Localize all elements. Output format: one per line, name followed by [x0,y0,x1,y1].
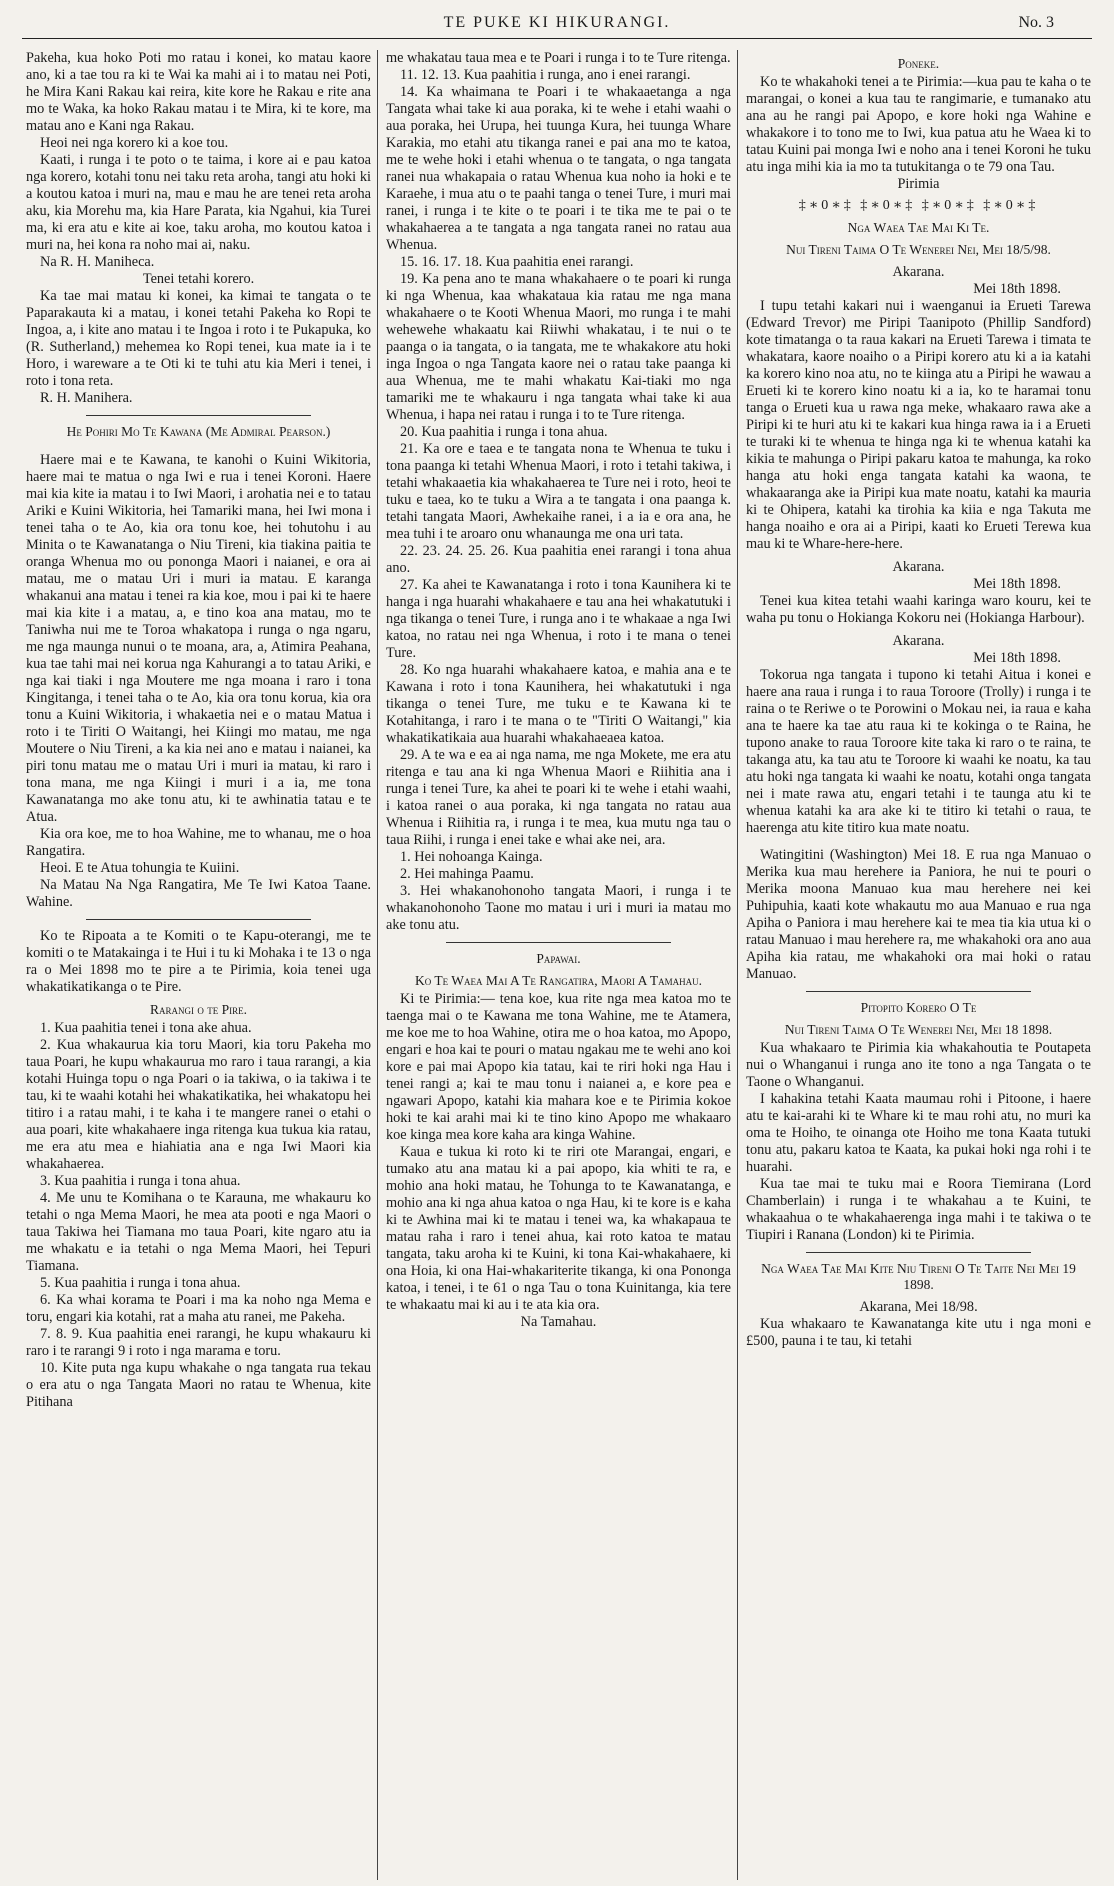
article-paragraph: Kaati, i runga i te poto o te taima, i kore ai e pau katoa nga korero, kotahi tonu nei taku reta aroha, tangi atu hoki ki a koutou katoa i muri na, mau e mau he are tenei reta aroha aku, kia Morehu ma, kia Hare Parata, kia Ngahui, kia Turei ma, ki era atu e kite ai koe, taku aroha, mo koutou katoa i muri na, hei kona ra noho mai ai, naku. [26,152,371,253]
article-paragraph: me whakatau taua mea e te Poari i runga i to te Ture ritenga. [386,50,731,66]
signature: Na R. H. Maniheca. [40,254,155,270]
spacer [746,837,1091,847]
article-heading: Nui Tireni Taima O Te Wenerei Nei, Mei 18 1898. [784,1022,1053,1037]
article-paragraph: Tenei kua kitea tetahi waahi karinga waro kouru, kei te waha pu tonu o Hokianga Kokoru nei (Hokianga Harbour). [746,593,1091,626]
dateline-date: Mei 18th 1898. [973,576,1061,592]
list-item: 1. Hei nohoanga Kainga. [400,849,543,865]
article-heading: Nui Tireni Taima O Te Wenerei Nei, Mei 18/5/98. [786,242,1051,257]
column-1 [26,50,371,1880]
newspaper-title: TE PUKE KI HIKURANGI. [443,14,671,31]
column-divider [377,50,378,1880]
list-item: 27. Ka ahei te Kawanatanga i roto i tona Kaunihera ki te hanga i nga huarahi whakahaere e tau ana hei whakatutuki i nga tikanga o tenei Ture, i runga ano i te whakaae a nga Iwi katoa, no ratau nei nga Whenua, i roto i te mana o tenei Ture. [386,577,731,661]
dateline-place: Akarana. [892,264,945,280]
column-divider [737,50,738,1880]
section-rule [446,942,671,943]
masthead-rule [22,38,1092,39]
list-item: 4. Me unu te Komihana o te Karauna, me whakauru ko tetahi o nga Mema Maori, he mea ata pooti e nga Maori o taua Takiwa hei Tiamana mo taua Poari, kite ngaro atu ia me whakatu e ia tetahi o nga Mema Maori, hei Tepuri Tiamana. [26,1190,371,1274]
signature: Pirimia [897,176,940,192]
dateline-place: Akarana, Mei 18/98. [859,1299,978,1315]
dateline-place: Akarana. [892,559,945,575]
article-paragraph: Kua whakaaro te Pirimia kia whakahoutia te Poutapeta nui o Whanganui i runga ano ite tono a nga Tangata o te Taone o Whanganui. [746,1040,1091,1090]
article-heading: Papawai. [536,951,581,966]
list-item: 14. Ka whaimana te Poari i te whakaaetanga a nga Tangata whai take ki aua poraka, ki te wehe i etahi waahi o aua poraka, hei Urupa, hei tuunga Kura, hei tuunga Whare Karakia, mo etahi atu tikanga ranei e pai ana mo te katoa, me te wehe hoki i etahi whenua o te tangata, o nga tangata ranei nua whakapaia o ratau Whenua kua noho ia hoki e te Karaehe, i mua atu o te paahi tanga o tenei Ture, i muri mai ranei, i runga i te kite o te poari i te tika me te pai o te whakahaerea a te tangata a nga tangata ranei no ratau aua Whenua. [386,84,731,253]
list-item: 3. Kua paahitia i runga i tona ahua. [40,1173,241,1189]
dateline-place: Akarana. [892,633,945,649]
article-paragraph: Kua whakaaro te Kawanatanga kite utu i nga moni e £500, pauna i te tau, ki tetahi [746,1316,1091,1349]
spacer [26,442,371,452]
list-item: 5. Kua paahitia i runga i tona ahua. [40,1275,241,1291]
article-paragraph: Watingitini (Washington) Mei 18. E rua nga Manuao o Merika kua mau herehere ia Paniora, he nui te pouri o Merika moona Manuao kua mau herehere nei kei Puhipuhia, kaati kote whakautu mo aua Manuao e rua nga Apiha o Paniora i mau herehere kai te mea tia kia utua ki o ratau Manuao i mau herehere ra, me whakahoki ora ano aua Apiha kia ratau, me whakahoki ora mai hoki o ratau Manuao. [746,847,1091,982]
article-paragraph: Heoi. E te Atua tohungia te Kuiini. [40,860,240,876]
list-item: 2. Kua whakaurua kia toru Maori, kia toru Pakeha mo taua Poari, he kupu whakaurua mo raro i taua rarangi, a kia kotahi Huinga topu o nga Poari o ia takiwa, o ia takiwa i te tau, ki te waahi kotahi hei whakatikatika, hei whakatopu hei titiro i a ratau mahi, i te kaha i te mangere ranei o etahi o aua poari, kite whakahaere inga ritenga kua tukua kia ratau, me era atu mea e hiahiatia ana e nga Iwi Maori kia whakahaerea. [26,1037,371,1172]
list-item: 20. Kua paahitia i runga i tona ahua. [400,424,608,440]
article-paragraph: I tupu tetahi kakari nui i waenganui ia Erueti Tarewa (Edward Trevor) me Piripi Taanipoto (Phillip Sandford) kote timatanga o ta raua kakari na Erueti Tarewa i timata te whakatara, kaore noaiho o a Piripi korero atu ki a ia katahi ka korero kino noa atu, no te kiinga atu a Piripi he wawau a Erueti ki te korero kino noatu ki a ia, ko te haramai tonu tanga o Erueti kua u rawa nga meke, whakaaro rawa ake a Piripi ki te huri atu ki te kakari kua hinga rawa ia i a Erueti te turaki ki te whenua te hinga nga ki te whenua katahi ka kikia te mahunga o Piripi pakaru katoa te mahunga, ka roko hanga atu hoki enga tangata katahi ka waona, te whakaaranga ake ia Piripi kua mate noatu, katahi ka mauria ki te Ohipera, katahi ka tirohia ka kiia e nga Takuta me hanga noaiho e ora ai a Piripi, kaati ko Erueti Terewa kua mau ki te Whare-here-here. [746,298,1091,552]
article-paragraph: Tokorua nga tangata i tupono ki tetahi Aitua i konei e haere ana raua i runga i to raua Toroore (Trolly) i runga i te raina o te Reriwe o te Porowini o Mokau nei, ia raua e kaha ana te haere ka tae atu raua ki te kokinga o te Raina, he tupono anake to raua Toroore kite taka ki raro o te raina, te takanga atu, ka tau atu te Toroore ki waahi ke noatu, ka tau atu hoki nga tangata ki waahi ke noatu, kotahi onga tangata nei i mate rawa atu, engari tetahi i te taunga atu ki te whenua katahi ka ara ake ki te titiro ki tetahi o raua, te haerenga atu kite titiro kua mate noatu. [746,667,1091,836]
article-paragraph: Ko te whakahoki tenei a te Pirimia:—kua pau te kaha o te marangai, o konei a kua tau te rangimarie, e tumanako atu ana au he rangi pai Apopo, e kore hoki nga Wahine e whakakore i to tono me to Iwi, kua patua atu he Waea ki to tatau Kuini pai monga Iwi e noho ana i tenei Koroni he tuku atu inga mihi kia ia mo ta tutukitanga o te 79 ona Tau. [746,74,1091,175]
article-paragraph: Ko te Ripoata a te Komiti o te Kapu-oterangi, me te komiti o te Matakainga i te Hui i tu ki Mohaka i te 13 o nga ra o Mei 1898 mo te pire a te Pirimia, koia tenei uga whakatikatikanga o te Pire. [26,928,371,995]
list-item: 29. A te wa e ea ai nga nama, me nga Mokete, me era atu ritenga e tau ana ki nga Whenua Maori e Riihitia ana i runga i tenei Ture, ka ahei te poari ki te wehe i etahi waahi, i katoa ranei o aua poraka, ki nga tangata no ratau aua Whenua i Riihitia ra, i runga i te mea, kua mutu nga tau o taua Riihi, i runga i enei take e whai ake nei, ara. [386,747,731,848]
dateline-date: Mei 18th 1898. [973,650,1061,666]
section-rule [86,919,311,920]
list-item: 2. Hei mahinga Paamu. [400,866,534,882]
masthead [0,0,1114,44]
list-item: 3. Hei whakanohonoho tangata Maori, i runga i te whakanohonoho Taone mo matau i uri i muri ia matau mo ake tonu atu. [386,883,731,933]
column-3 [746,50,1091,1880]
list-item: 21. Ka ore e taea e te tangata nona te Whenua te tuku i tona paanga ki tetahi Whenua Maori, i roto i tetahi takiwa, i tetahi whakaaetia kia whakahaerea te Ture nei i roto, heoi te tuku e taea, ko te tuku a Wira a te tangata i ona paanga k. tetahi tangata Maori, Awhekaihe ranei, i a ia e ora ana, he mea tuhi i te aroaro onu whanaunga me ona uri tata. [386,441,731,542]
list-item: 1. Kua paahitia tenei i tona ake ahua. [40,1020,252,1036]
column-2 [386,50,731,1880]
article-subheading: Tenei tetahi korero. [142,271,255,287]
list-item: 15. 16. 17. 18. Kua paahitia enei rarangi. [400,254,634,270]
article-heading: Nga Waea Tae Mai Ki Te. [847,220,990,235]
issue-number: No. 3 [1018,14,1054,31]
article-heading: Pitopito Korero O Te [860,1000,977,1015]
article-paragraph: Ka tae mai matau ki konei, ka kimai te tangata o te Paparakauta ki a matau, i konei tetahi Pakeha ko Ropi te Ingoa, a, i kite ano matau i te Ingoa i roto i te Pukapuka, ko (R. Sutherland,) mehemea ko Ropi tenei, kua mate ia i te Horo, i wareware a te Oti ki te tuhi atu kia Meri i tenei, i roto i tona reta. [26,288,371,389]
article-paragraph: Ki te Pirimia:— tena koe, kua rite nga mea katoa mo te taenga mai o te Kawana me tona Wahine, me te Atamera, me koe me to hoa Wahine, otira me o hoa katoa, mo Apopo, engari e hoa kai te pouri o matau ngakau me te wehi ano koi kore e pai mai Apopo kia tatau, kai te riri hoki nga Hau i tenei rangi a; kai te mau tonu i naianei a, e kore pea e ngawari Apopo, katahi kia mahara koe e te Pirimia kokoe hoki te kai arahi mai ki te tino kino Apopo me whakaaro koe kinga mea kore kaha ara kinga Wahine. [386,991,731,1143]
signature: Na Matau Na Nga Rangatira, Me Te Iwi Katoa Taane. Wahine. [26,877,371,910]
list-item: 7. 8. 9. Kua paahitia enei rarangi, he kupu whakauru ki raro i te rarangi 9 i roto i nga marama e toru. [26,1326,371,1359]
article-paragraph: Kia ora koe, me to hoa Wahine, me to whanau, me o hoa Rangatira. [26,826,371,859]
signature: R. H. Manihera. [40,390,133,406]
list-item: 22. 23. 24. 25. 26. Kua paahitia enei rarangi i tona ahua ano. [386,543,731,576]
list-item: 11. 12. 13. Kua paahitia i runga, ano i enei rarangi. [400,67,691,83]
article-paragraph: I kahakina tetahi Kaata maumau rohi i Pitoone, i haere atu te kai-arahi ki te Whare ki te mau rohi atu, no muri ka oma te Hoiho, te oinanga ote Hoiho me tona Kaata tutuki tonu atu, pakaru katoa te Kaata, ka pukai hoki nga rohi i te huarahi. [746,1091,1091,1175]
list-item: 28. Ko nga huarahi whakahaere katoa, e mahia ana e te Kawana i roto i tona Kaunihera, hei whakatutuki i nga tikanga o tenei Ture, me tuku e te Kawana ki te Kotahitanga, i raro i te mana o te "Tiriti O Waitangi," kia whakatikatikaia aua huarahi whakahaeaea katoa. [386,662,731,746]
ornament-divider: ‡∗0∗‡ ‡∗0∗‡ ‡∗0∗‡ ‡∗0∗‡ [798,198,1039,213]
section-rule [806,1252,1031,1253]
article-heading: Nga Waea Tae Mai Kite Niu Tireni O Te Taite Nei Mei 19 1898. [761,1261,1076,1292]
article-paragraph: Kaua e tukua ki roto ki te riri ote Marangai, engari, e tumako atu ana matau ki a pai apopo, kia whiti te ra, e mohio ana hoki matau, he Tohunga to te Kawanatanga, e mohio ana ki nga ahua katoa o nga Hau, ki te kore is e kaha ki te Awhina mai ki te matau i tenei wa, ka whakapaua te matau raha i raro i tenei ahua, kai roto katoa te matau tangata, taku aroha ki te Kuini, ki tona Kai-whakahaere, ki ona Hoia, ki ona Hai-whakariterite tikanga, ki ona Pononga katoa, i tenei, i te 61 o nga Tau o tona Kuinitanga, kia tere te whakaatu mai ki au i te ata kia ora. [386,1144,731,1313]
article-heading: He Pohiri Mo Te Kawana (Me Admiral Pearson.) [66,424,331,439]
signature: Na Tamahau. [520,1314,597,1330]
list-item: 10. Kite puta nga kupu whakahe o nga tangata rua tekau o era atu o nga Tangata Maori no ratau te Whenua, kite Pitihana [26,1360,371,1410]
section-rule [806,991,1031,992]
article-paragraph: Haere mai e te Kawana, te kanohi o Kuini Wikitoria, haere mai te matua o nga Iwi e rua i tenei Koroni. Haere mai kia kite ia matau i to Iwi Maori, i arohatia nei e to tatau Ariki e Kuini Wikitoria, hei Tamariki mana, hei Iwi mona i tenei taha o te Ao, kia ora tonu koe, hei tohutohu i au Minita o te Kawanatanga o Niu Tireni, kia tiakina paitia te oranga Whenua mo ou pononga Maori i naianei, e ora ai matau, me o matau Uri i muri ia matau. E karanga whakanui ana matau i tenei ra kia koe, mou i pai ki te haere mai kia kite i a matau, a, e tino koa ana matau, mo te Taniwha nui me te Toroa whakatopa i runga o nga ngaru, me nga maunga nunui o te moana, ara, a, Atimira Peahana, kua tae tahi mai nei korua nga Kahurangi a to tatau Ariki, e nga kai tiaki i nga Moutere me nga moana i raro i tona Kingitanga, i tenei taha o te Ao, kia ora tonu korua, kia ora tonu a Kuini Wikitoria, i whakaetia nei e o matau Matua i roto i te Tiriti O Waitangi, hei Kiingi mo matau, me nga Moutere o Niu Tireni, a ka kia nei ano e matau i naianei, ka piri tonu matau me o matau Uri i muri ia matau, ki raro i tona mana, me nga Kiingi i muri i a ia, me tona Kawanatanga mo ake tonu atu, ki te awhinatia tatau e te Atua. [26,452,371,825]
list-item: 19. Ka pena ano te mana whakahaere o te poari ki runga ki nga Whenua, kaa whakataua kia ratau me nga mana whakahaere o te Kooti Whenua Maori, mo runga i te mahi wehewehe whakaatu kai Riiwhi whakatau, i te nui o te paanga o ia tangata, o ia tangata, me te whakakore atu hoki inga Ingoa o nga Tangata kaore nei o ratau take paanga ki aua Whenua, me te mahi whakatu Kai-tiaki mo nga tamariki me te whakauru i nga tangata whai take ki aua Whenua, i hapa nei ratau i runga i to te Ture ritenga. [386,271,731,423]
section-rule [86,415,311,416]
list-item: 6. Ka whai korama te Poari i ma ka noho nga Mema e toru, engari kia kotahi, rat a maha atu ranei, me Pakeha. [26,1292,371,1325]
article-paragraph: Pakeha, kua hoko Poti mo ratau i konei, ko matau kaore ano, ki a tae tou ra ki te Wai ka mahi ai i to matau nei Poti, he Mira Kani Rakau kai reira, kite kore he Rakau e rite ana mo te Waka, ka hoko Rakau matau i te Mira, ki te kore, ma matau ano e Kani nga Rakau. [26,50,371,134]
dateline-date: Mei 18th 1898. [973,281,1061,297]
article-heading: Poneke. [897,56,940,71]
article-subheading: Rarangi o te Pire. [149,1002,247,1017]
article-heading: Ko Te Waea Mai A Te Rangatira, Maori A Tamahau. [415,973,702,988]
article-paragraph: Heoi nei nga korero ki a koe tou. [40,135,229,151]
article-paragraph: Kua tae mai te tuku mai e Roora Tiemirana (Lord Chamberlain) i runga i te whakahau a te Kuini, te whakaahua o te whakahaerenga inga mahi i te takiwa o te Tiupiri i Ranana (London) ki te Pirimia. [746,1176,1091,1243]
